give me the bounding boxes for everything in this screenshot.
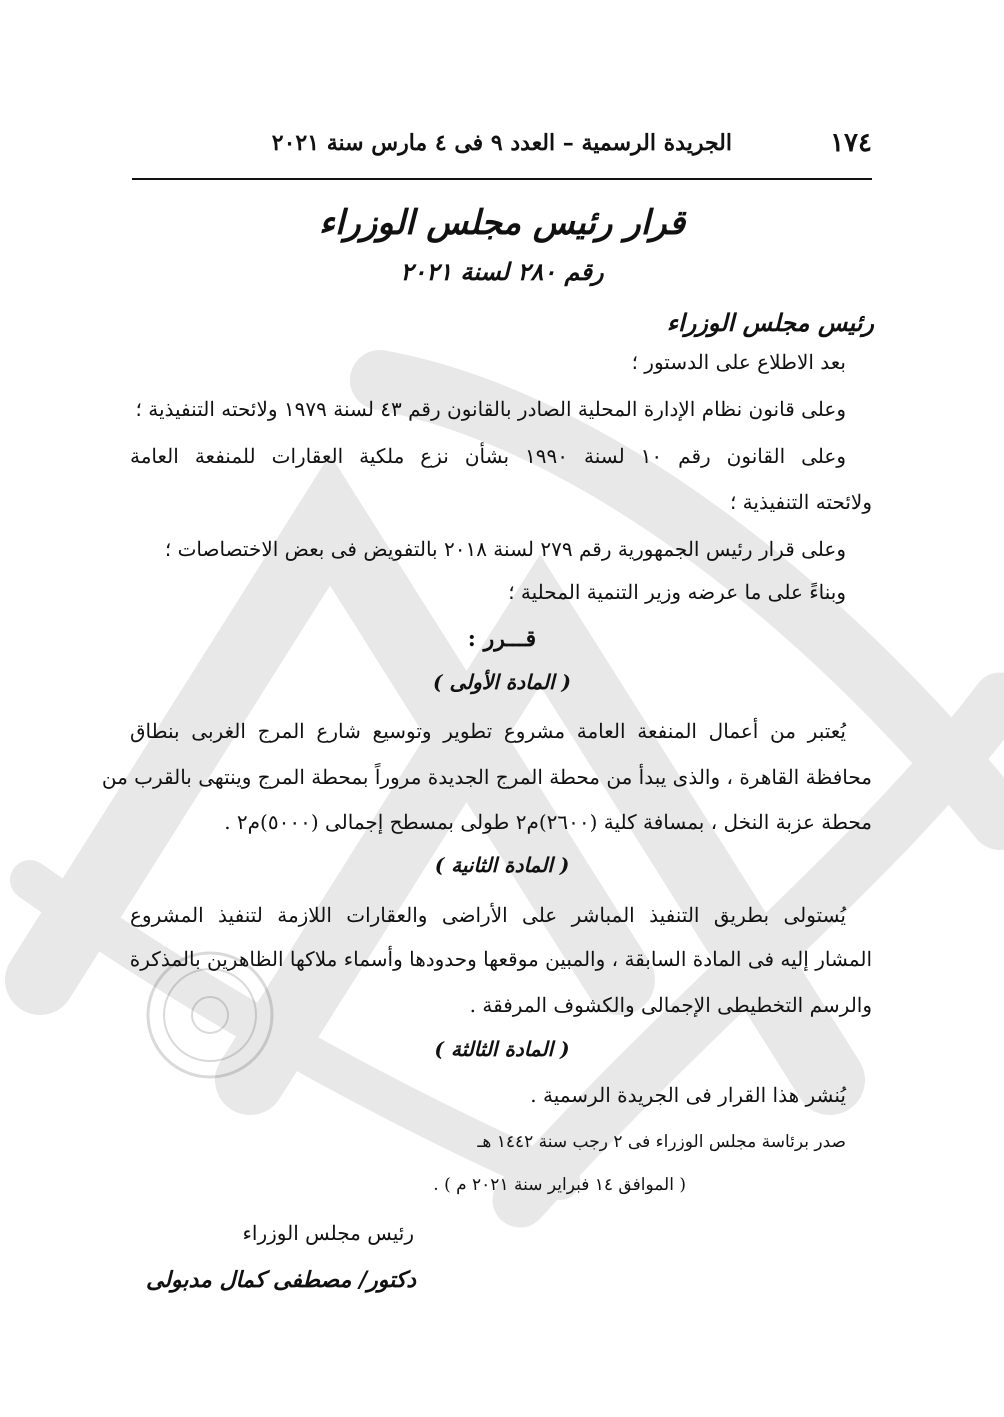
article-line: المشار إليه فى المادة السابقة ، والمبين موقعها وحدودها وأسماء ملاكها الظاهرين بالمذكرة (129, 947, 872, 971)
header-divider (132, 178, 872, 180)
article-heading: ( المادة الثالثة ) (434, 1037, 570, 1061)
signatory-name: دكتور/ مصطفى كمال مدبولى (145, 1267, 416, 1293)
issuer-heading: رئيس مجلس الوزراء (666, 308, 874, 337)
signatory-title: رئيس مجلس الوزراء (242, 1221, 414, 1245)
article-heading: ( المادة الأولى ) (433, 670, 571, 694)
decree-title: قرار رئيس مجلس الوزراء (318, 203, 686, 243)
article-line: والرسم التخطيطى الإجمالى والكشوف المرفقة . (469, 993, 872, 1017)
article-heading: ( المادة الثانية ) (434, 853, 570, 877)
article-line: يُستولى بطريق التنفيذ المباشر على الأراضى والعقارات اللازمة لتنفيذ المشروع (130, 903, 846, 927)
decree-number: رقم ٢٨٠ لسنة ٢٠٢١ (400, 257, 604, 286)
decided-heading: قـــرر : (467, 626, 537, 652)
preamble-line: وعلى قرار رئيس الجمهورية رقم ٢٧٩ لسنة ٢٠١٨ بالتفويض فى بعض الاختصاصات ؛ (164, 537, 846, 561)
article-line: محافظة القاهرة ، والذى يبدأ من محطة المرج الجديدة مروراً بمحطة المرج وينتهى بالقرب من (101, 765, 872, 789)
page-number: ١٧٤ (830, 128, 872, 158)
page-header (132, 124, 872, 164)
gazette-issue-line: الجريدة الرسمية – العدد ٩ فى ٤ مارس سنة ٢٠٢١ (271, 130, 732, 156)
preamble-line: ولائحته التنفيذية ؛ (729, 490, 872, 514)
preamble-line: وعلى القانون رقم ١٠ لسنة ١٩٩٠ بشأن نزع ملكية العقارات للمنفعة العامة (130, 444, 846, 468)
article-line: يُعتبر من أعمال المنفعة العامة مشروع تطوير وتوسيع شارع المرج الغربى بنطاق (130, 719, 846, 743)
issued-date-gregorian: ( الموافق ١٤ فبراير سنة ٢٠٢١ م ) . (433, 1175, 686, 1195)
article-line: يُنشر هذا القرار فى الجريدة الرسمية . (530, 1083, 846, 1107)
preamble-line: وعلى قانون نظام الإدارة المحلية الصادر بالقانون رقم ٤٣ لسنة ١٩٧٩ ولائحته التنفيذية ؛ (135, 397, 846, 421)
article-line: محطة عزبة النخل ، بمسافة كلية (٢٦٠٠)م٢ طولى بمسطح إجمالى (٥٠٠٠)م٢ . (224, 810, 872, 834)
issued-date-hijri: صدر برئاسة مجلس الوزراء فى ٢ رجب سنة ١٤٤٢ هـ (477, 1132, 846, 1152)
preamble-line: بعد الاطلاع على الدستور ؛ (631, 350, 846, 374)
preamble-line: وبناءً على ما عرضه وزير التنمية المحلية ؛ (508, 580, 846, 604)
